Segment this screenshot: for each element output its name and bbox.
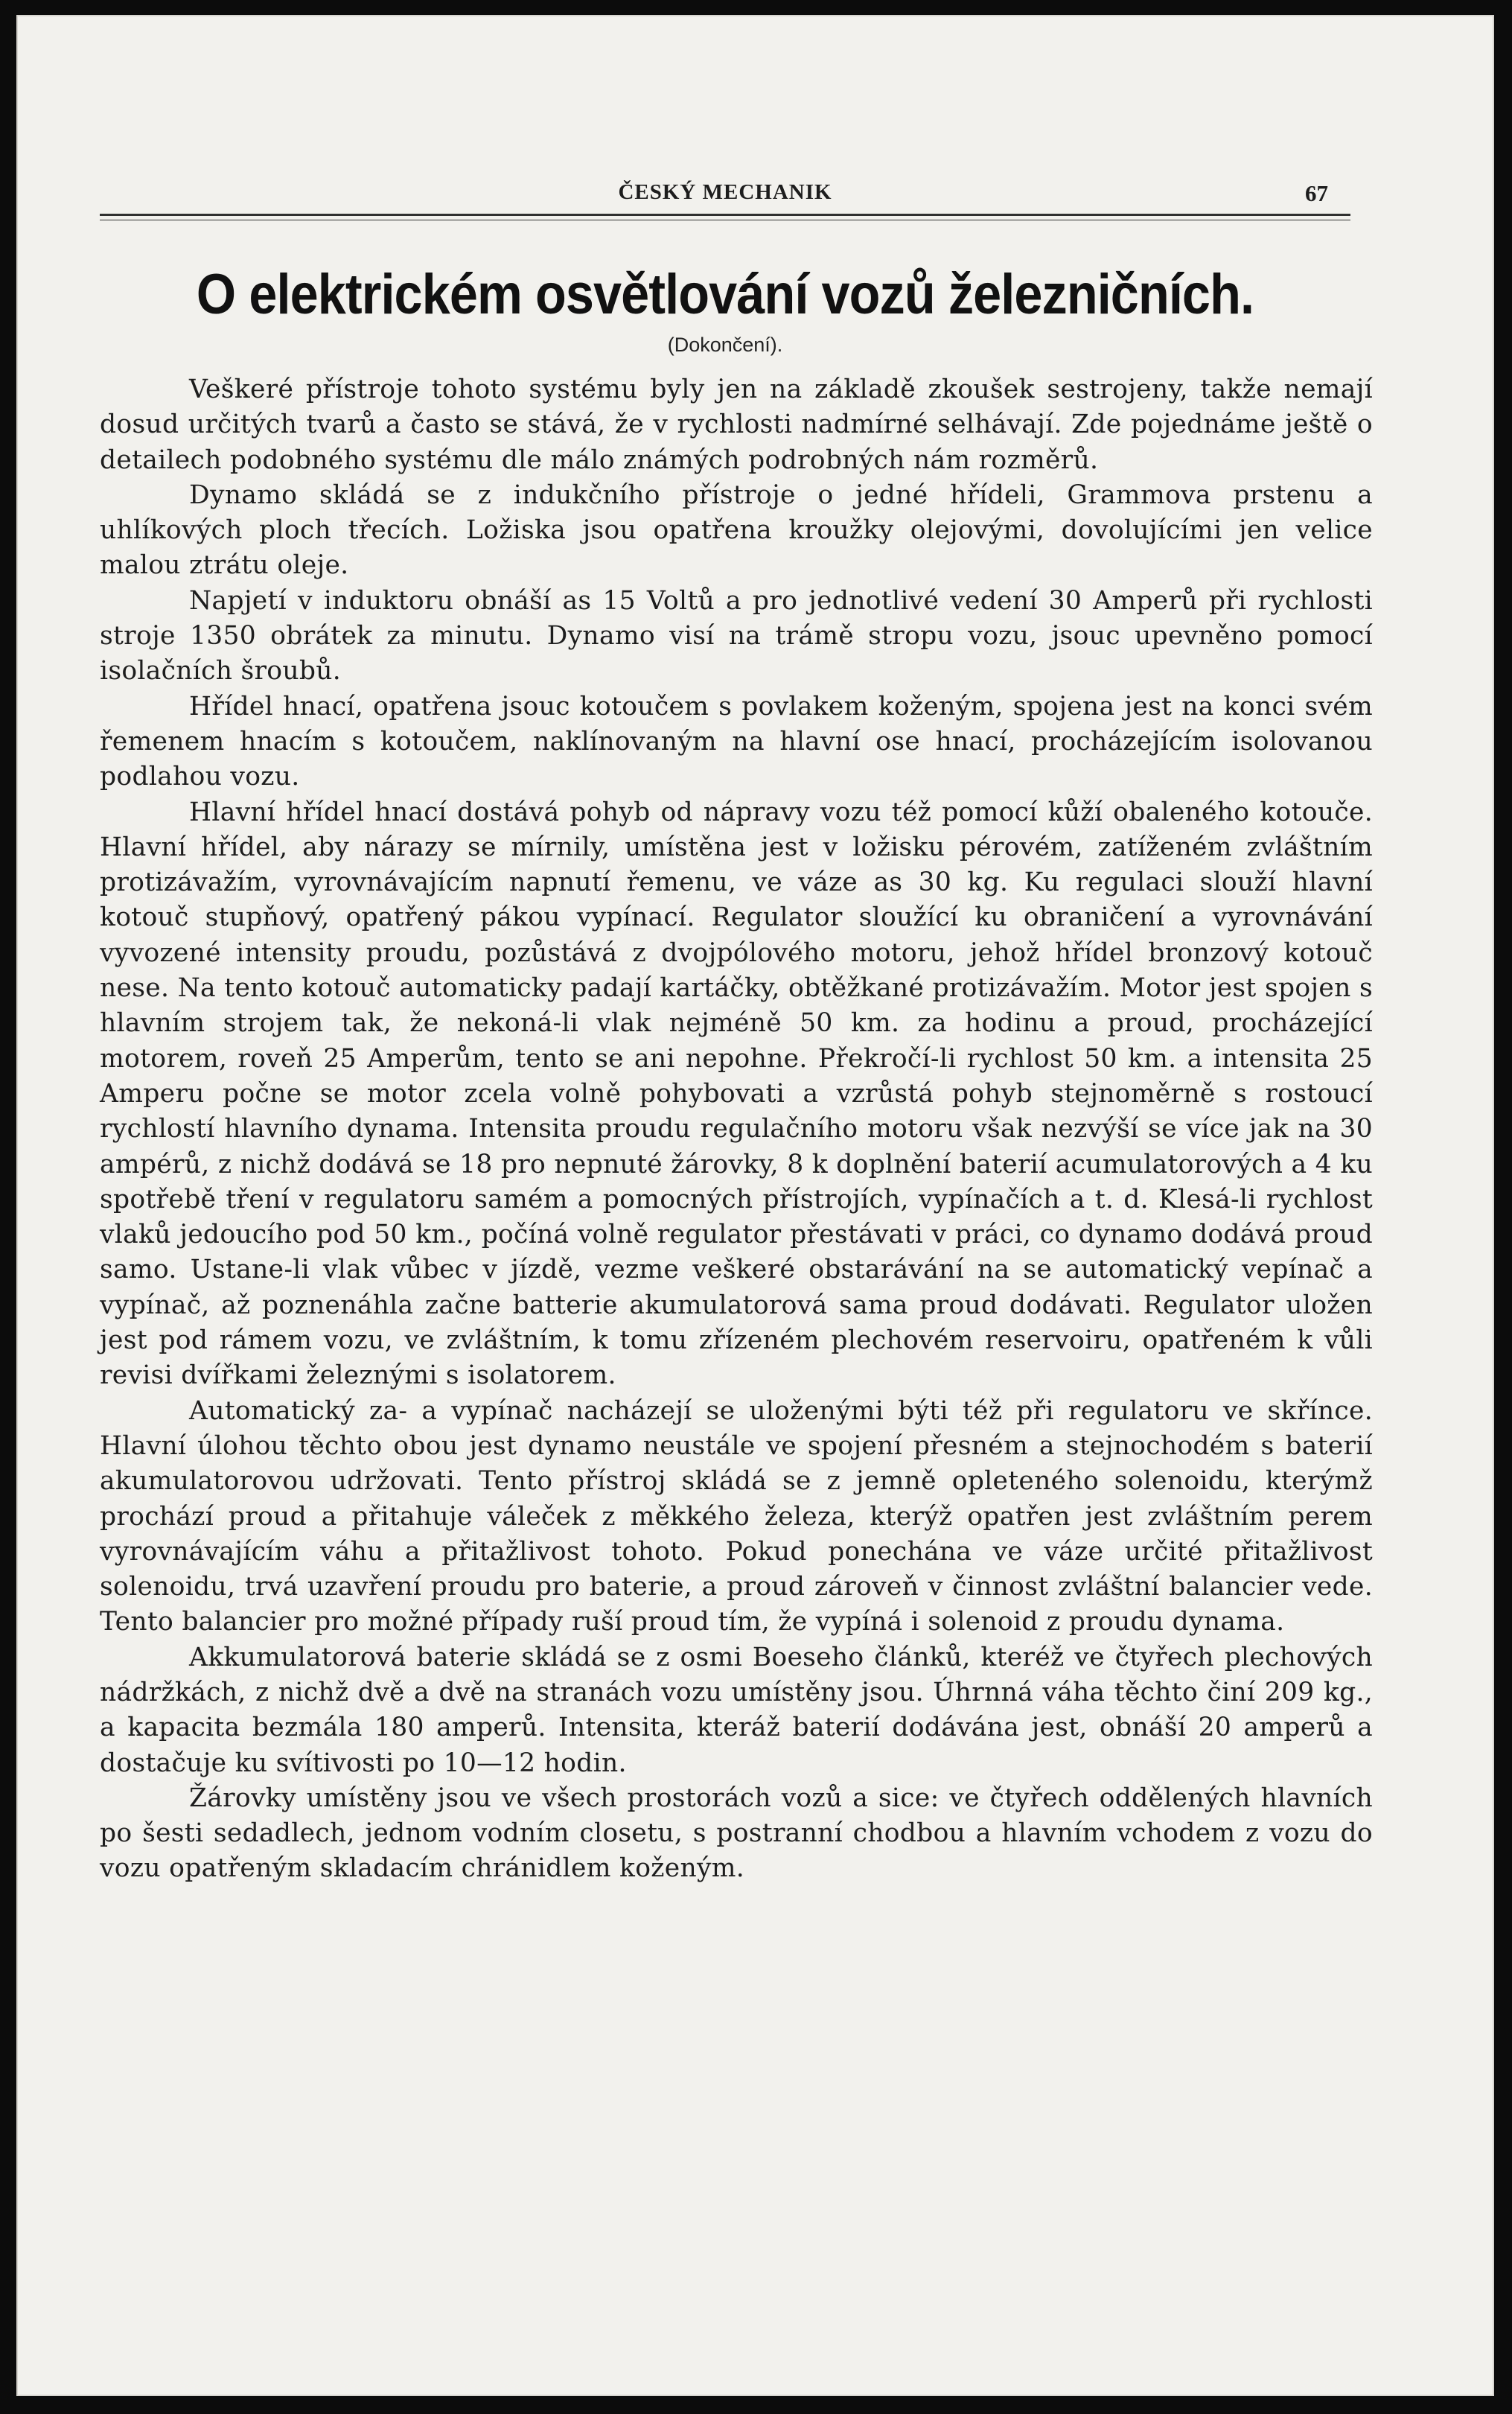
page-number: 67 xyxy=(1305,180,1328,206)
paragraph: Automatický za- a vypínač nacházejí se uloženými býti též při regulatoru ve skřínce. Hlavní úlohou těchto obou jest dynamo neustále ve spojení přesném a stejnochodém s baterií akumulatorovou udržovati. Tento přístroj skládá se z jemně opleteného solenoidu, kterýmž prochází proud a přitahuje váleček z měkkého železa, kterýž opatřen jest zvláštním perem vyrovnávajícím váhu a přitažlivost tohoto. Pokud ponechána ve váze určité přitažlivost solenoidu, trvá uzavření proudu pro baterie, a proud zároveň v činnost zvláštní balancier vede. Tento balancier pro možné případy ruší proud tím, že vypíná i solenoid z proudu dynama. xyxy=(100,1395,1373,1637)
paragraph: Akkumulatorová baterie skládá se z osmi Boeseho článků, kteréž ve čtyřech plechových nádržkách, z nichž dvě a dvě na stranách vozu umístěny jsou. Úhrnná váha těchto činí 209 kg., a kapacita bezmála 180 amperů. Intensita, kteráž baterií dodávána jest, obnáší 20 amperů a dostačuje ku svítivosti po 10—12 hodin. xyxy=(100,1642,1373,1778)
running-head xyxy=(100,173,1350,210)
paragraph: Veškeré přístroje tohoto systému byly jen na základě zkoušek sestrojeny, takže nemají dosud určitých tvarů a často se stává, že v rychlosti nadmírné selhávají. Zde pojednáme ještě o detailech podobného systému dle málo známých podrobných nám rozměrů. xyxy=(100,375,1373,475)
paragraph: Hlavní hřídel hnací dostává pohyb od nápravy vozu též pomocí kůží obaleného kotouče. Hlavní hřídel, aby nárazy se mírnily, umístěna jest v ložisku pérovém, zatíženém zvláštním protizávažím, vyrovnávajícím napnutí řemenu, ve váze as 30 kg. Ku regulaci slouží hlavní kotouč stupňový, opatřený pákou vypínací. Regulator sloužící ku obraničení a vyrovnávání vyvozené intensity proudu, pozůstává z dvojpólového motoru, jehož hřídel bronzový kotouč nese. Na tento kotouč automaticky padají kartáčky, obtěžkané protizávažím. Motor jest spojen s hlavním strojem tak, že nekoná-li vlak nejméně 50 km. za hodinu a proud, procházející motorem, roveň 25 Amperům, tento se ani nepohne. Překročí-li rychlost 50 km. a intensita 25 Amperu počne se motor zcela volně pohybovati a vzrůstá pohyb stejnoměrně s rostoucí rychlostí hlavního dynama. Intensita proudu regulačního motoru však nezvýší se více jak na 30 ampérů, z nichž dodává se 18 pro nepnuté žárovky, 8 k doplnění baterií acumulatorových a 4 ku spotřebě tření v regulatoru samém a pomocných přístrojích, vypínačích a t. d. Klesá-li rychlost vlaků jedoucího pod 50 km., počíná volně regulator přestávati v práci, co dynamo dodává proud samo. Ustane-li vlak vůbec v jízdě, vezme veškeré obstarávání na se automatický vepínač a vypínač, až poznenáhla začne batterie akumulatorová sama proud dodávati. Regulator uložen jest pod rámem vozu, ve zvláštním, k tomu zřízeném plechovém reservoiru, opatřeném k vůli revisi dvířkami železnými s isolatorem. xyxy=(100,797,1373,1391)
article-body xyxy=(100,372,1373,1887)
running-title: ČESKÝ MECHANIK xyxy=(618,180,832,204)
paragraph: Dynamo skládá se z indukčního přístroje o jedné hřídeli, Grammova prstenu a uhlíkových ploch třecích. Ložiska jsou opatřena kroužky olejovými, dovolujícími jen velice malou ztrátu oleje. xyxy=(100,480,1373,581)
paragraph: Hřídel hnací, opatřena jsouc kotoučem s povlakem koženým, spojena jest na konci svém řemenem hnacím s kotoučem, naklínovaným na hlavní ose hnací, procházejícím isolovanou podlahou vozu. xyxy=(100,691,1373,792)
article-title: O elektrickém osvětlování vozů železničních. xyxy=(196,263,1254,326)
paragraph: Žárovky umístěny jsou ve všech prostorách vozů a sice: ve čtyřech oddělených hlavních po šesti sedadlech, jednom vodním closetu, s postranní chodbou a hlavním vchodem z vozu do vozu opatřeným skladacím chránidlem koženým. xyxy=(100,1783,1373,1884)
header-rule-thick xyxy=(100,214,1350,216)
page xyxy=(16,15,1494,2396)
paragraph: Napjetí v induktoru obnáší as 15 Voltů a pro jednotlivé vedení 30 Amperů při rychlosti stroje 1350 obrátek za minutu. Dynamo visí na trámě stropu vozu, jsouc upevněno pomocí isolačních šroubů. xyxy=(100,585,1373,687)
continued-note: (Dokončení). xyxy=(667,334,783,356)
